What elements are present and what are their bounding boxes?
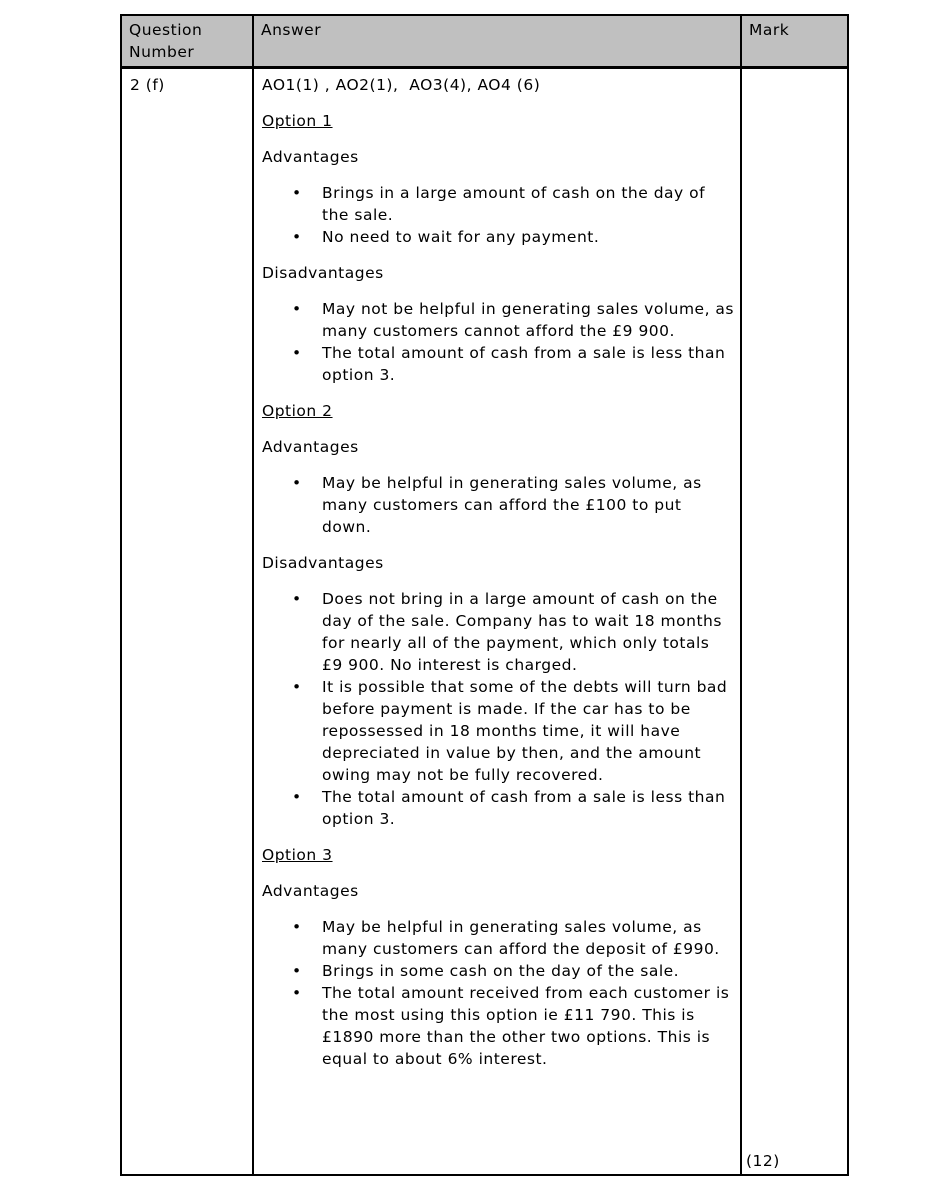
advantages-list bbox=[262, 182, 735, 248]
answer-header: Answer bbox=[253, 15, 741, 68]
bullet-item: • Brings in a large amount of cash on the day of the sale. bbox=[322, 182, 735, 226]
bullet-item: • May be helpful in generating sales volume, as many customers can afford the deposit of £990. bbox=[322, 916, 735, 960]
question-number: 2 (f) bbox=[130, 76, 165, 94]
bullet-item: • The total amount of cash from a sale is less than option 3. bbox=[322, 786, 735, 830]
advantages-heading: Advantages bbox=[262, 882, 359, 900]
advantages-list bbox=[262, 916, 735, 1070]
table-header-row bbox=[121, 15, 848, 68]
advantages-heading: Advantages bbox=[262, 438, 359, 456]
disadvantages-list bbox=[262, 298, 735, 386]
advantages-heading: Advantages bbox=[262, 148, 359, 166]
bullet-item: • The total amount received from each customer is the most using this option ie £11 790. This is £1890 more than the other two options. This is equal to about 6% interest. bbox=[322, 982, 735, 1070]
option-3-title: Option 3 bbox=[262, 846, 333, 864]
disadvantages-heading: Disadvantages bbox=[262, 264, 384, 282]
question-number-header: Question Number bbox=[121, 15, 253, 68]
bullet-item: • Does not bring in a large amount of cash on the day of the sale. Company has to wait 18 months for nearly all of the payment, which only totals £9 900. No interest is charged. bbox=[322, 588, 735, 676]
bullet-item: • It is possible that some of the debts will turn bad before payment is made. If the car has to be repossessed in 18 months time, it will have depreciated in value by then, and the amount owing may not be fully recovered. bbox=[322, 676, 735, 786]
option-1-title: Option 1 bbox=[262, 112, 333, 130]
bullet-item: • May not be helpful in generating sales volume, as many customers cannot afford the £9 900. bbox=[322, 298, 735, 342]
table-row bbox=[121, 68, 848, 1176]
answer-cell bbox=[253, 68, 741, 1176]
bullet-item: • May be helpful in generating sales volume, as many customers can afford the £100 to put down. bbox=[322, 472, 735, 538]
option-2-title: Option 2 bbox=[262, 402, 333, 420]
mark-value: (12) bbox=[746, 1152, 780, 1170]
question-number-cell bbox=[121, 68, 253, 1176]
mark-scheme-table bbox=[120, 14, 849, 1176]
mark-cell bbox=[741, 68, 848, 1176]
bullet-item: • No need to wait for any payment. bbox=[322, 226, 735, 248]
bullet-item: • The total amount of cash from a sale is less than option 3. bbox=[322, 342, 735, 386]
disadvantages-list bbox=[262, 588, 735, 830]
mark-header: Mark bbox=[741, 15, 848, 68]
bullet-item: • Brings in some cash on the day of the sale. bbox=[322, 960, 735, 982]
ao-marks-line: AO1(1) , AO2(1), AO3(4), AO4 (6) bbox=[262, 76, 541, 94]
disadvantages-heading: Disadvantages bbox=[262, 554, 384, 572]
advantages-list bbox=[262, 472, 735, 538]
